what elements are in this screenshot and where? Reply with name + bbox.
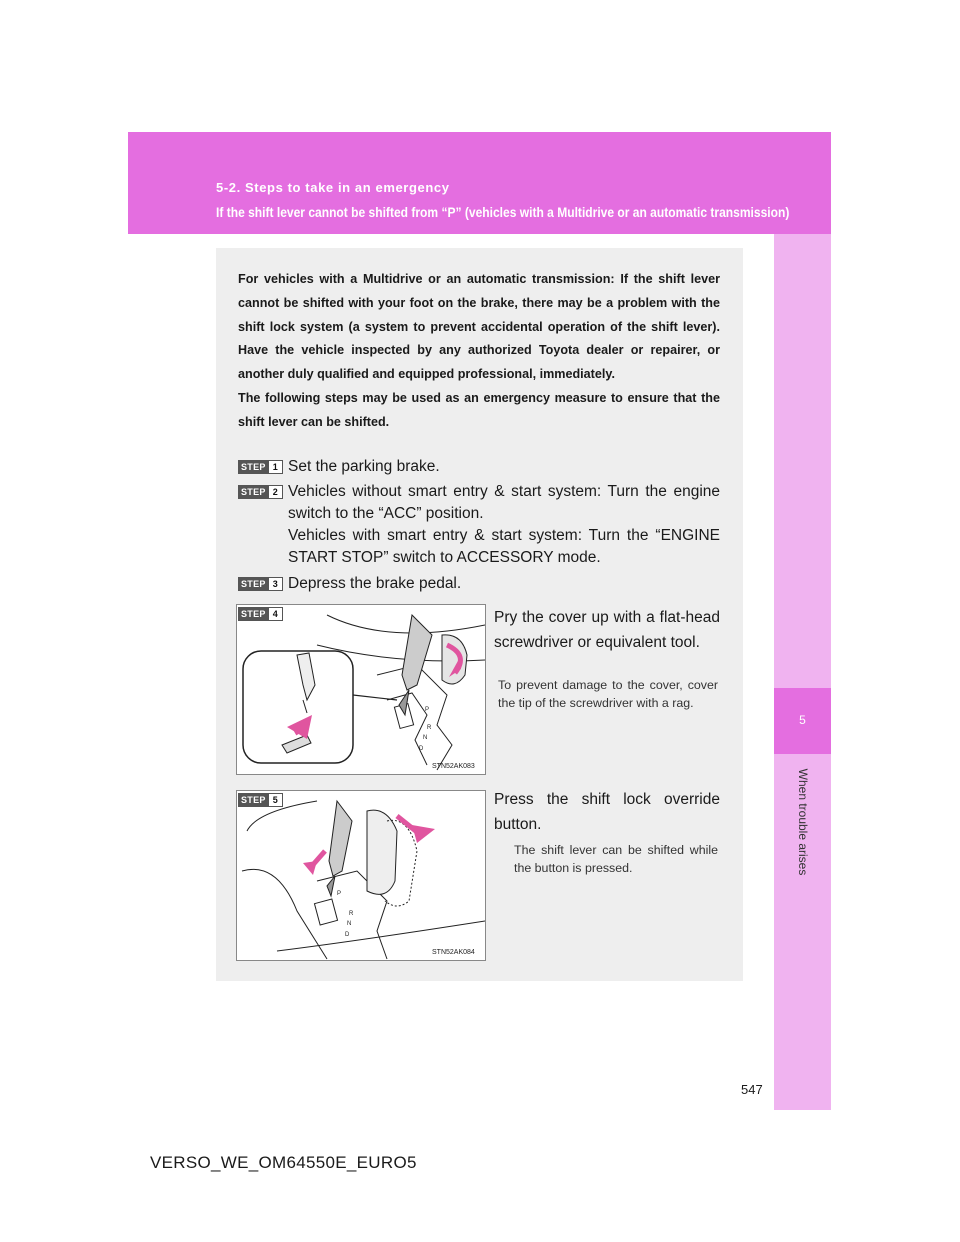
step-2-text-line-1: Vehicles without smart entry & start system: Turn the engine switch to the “ACC” position.	[288, 483, 720, 522]
chapter-number: 5	[799, 713, 806, 727]
intro-paragraph-2: The following steps may be used as an emergency measure to ensure that the shift lever can be shifted.	[238, 390, 720, 429]
chapter-name: When trouble arises	[796, 768, 810, 876]
document-id: VERSO_WE_OM64550E_EURO5	[150, 1153, 417, 1172]
step-word: STEP	[238, 460, 269, 474]
step-4-note: To prevent damage to the cover, cover the tip of the screwdriver with a rag.	[498, 678, 718, 710]
step-5-note: The shift lever can be shifted while the button is pressed.	[514, 843, 718, 875]
step-number: 5	[269, 793, 283, 807]
gate-label-d: D	[345, 932, 350, 938]
gate-label-r: R	[427, 725, 432, 731]
step-4-text: Pry the cover up with a flat-head screwdriver or equivalent tool.	[494, 609, 720, 651]
step-2-text-line-2: Vehicles with smart entry & start system: Turn the “ENGINE START STOP” switch to ACCESSORY mode.	[288, 527, 720, 566]
step-word: STEP	[238, 793, 269, 807]
step-badge-3	[238, 577, 283, 591]
figure-code: STN52AK083	[432, 763, 475, 770]
gate-label-n: N	[423, 735, 428, 741]
step-badge-4	[238, 607, 283, 621]
step-number: 3	[269, 577, 283, 591]
step-number: 4	[269, 607, 283, 621]
step-word: STEP	[238, 607, 269, 621]
step-5-illustration	[236, 790, 486, 961]
page-title: If the shift lever cannot be shifted from “P” (vehicles with a Multidrive or an automatic transmission)	[216, 204, 790, 220]
page-number: 547	[741, 1082, 763, 1097]
intro-text	[238, 268, 720, 435]
step-word: STEP	[238, 577, 269, 591]
step-4-illustration	[236, 604, 486, 775]
step-word: STEP	[238, 485, 269, 499]
step-badge-1	[238, 460, 283, 474]
step-number: 1	[269, 460, 283, 474]
chapter-side-tab	[774, 234, 831, 1110]
gate-label-n: N	[347, 921, 352, 927]
gate-label-d: D	[419, 746, 424, 752]
step-number: 2	[269, 485, 283, 499]
section-label: 5-2. Steps to take in an emergency	[216, 180, 450, 195]
figure-code: STN52AK084	[432, 949, 475, 956]
gate-label-p: P	[337, 891, 342, 897]
step-3-text: Depress the brake pedal.	[288, 575, 462, 592]
shift-gate-cover-drawing	[237, 605, 485, 774]
step-badge-5	[238, 793, 283, 807]
shift-lock-override-drawing	[237, 791, 485, 960]
intro-paragraph-1: For vehicles with a Multidrive or an automatic transmission: If the shift lever cannot be shifted with your foot on the brake, there may be a problem with the shift lock system (a system to prevent accidental operation of the shift lever). Have the vehicle inspected by any authorized Toyota dealer or repairer, or another duly qualified and equipped professional, immediately.	[238, 272, 720, 382]
step-5-text: Press the shift lock override button.	[494, 791, 720, 833]
step-badge-2	[238, 485, 283, 499]
step-1-text: Set the parking brake.	[288, 458, 440, 475]
step-2-text	[288, 481, 720, 569]
gate-label-r: R	[349, 911, 354, 917]
gate-label-p: P	[425, 707, 430, 713]
